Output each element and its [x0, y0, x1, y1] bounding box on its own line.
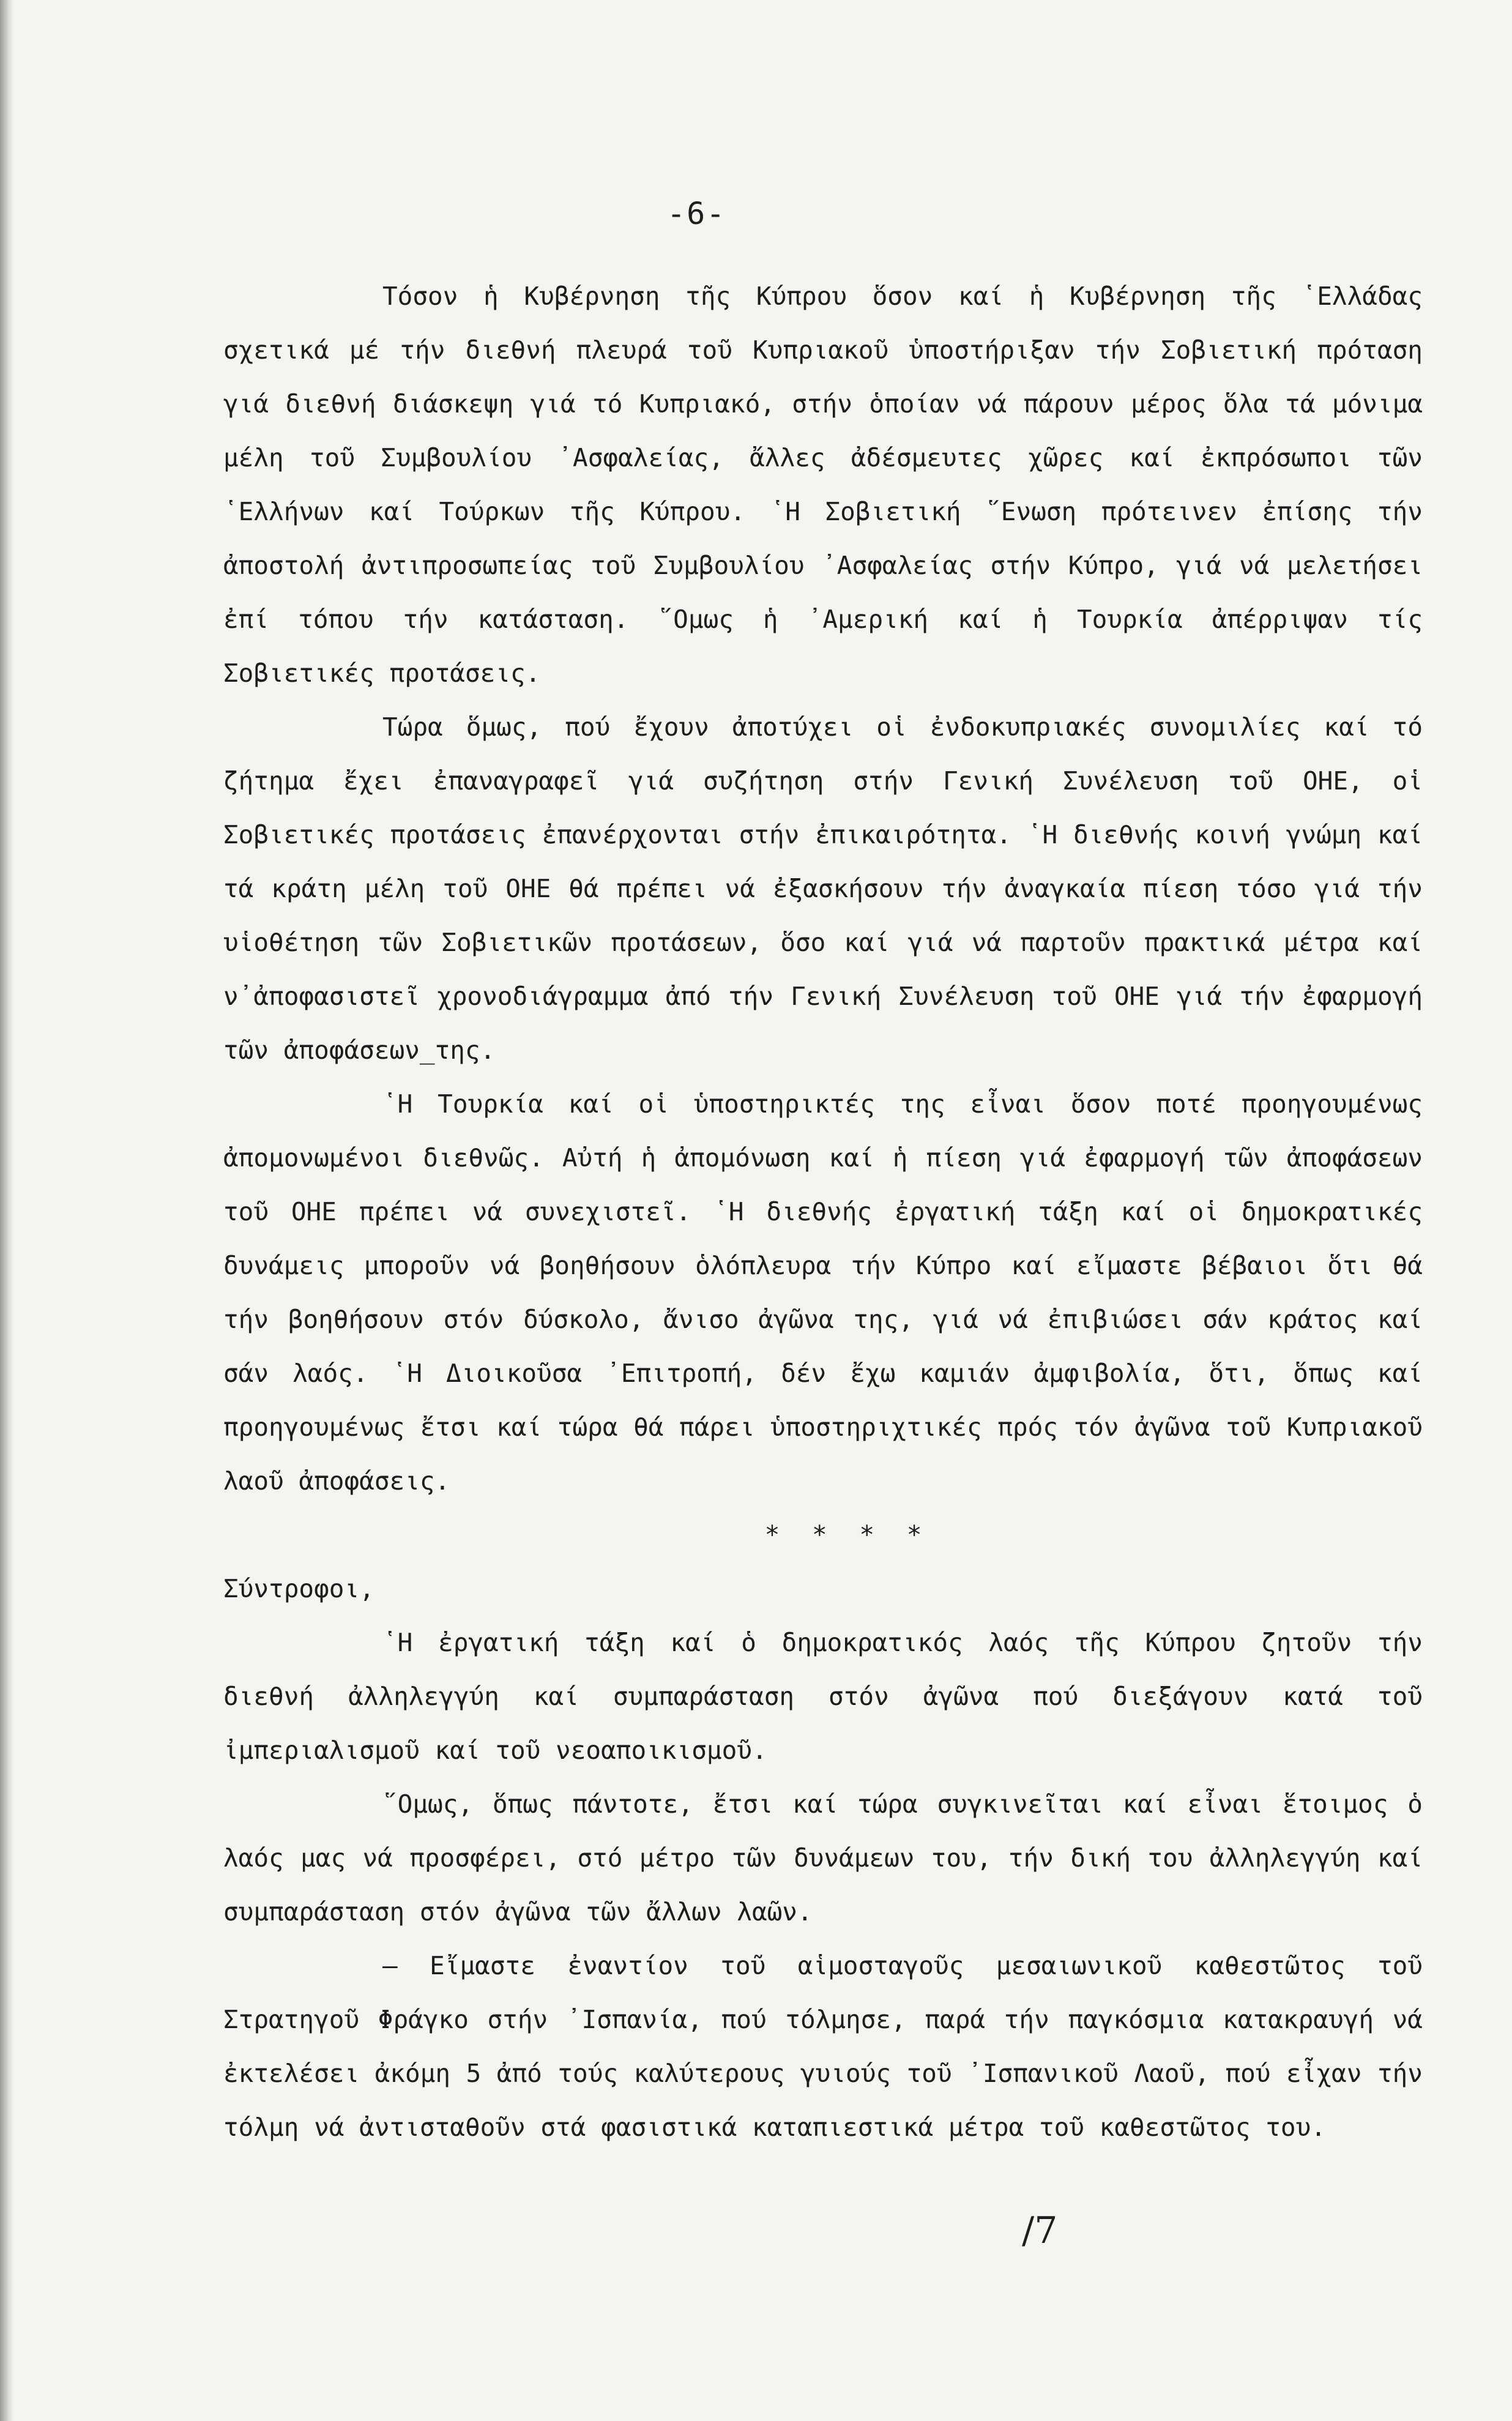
paragraph: Τόσον ἡ Κυβέρνηση τῆς Κύπρου ὅσον καί ἡ Κυβέρνηση τῆς ῾Ελλάδας σχετικά μέ τήν διεθνή πλευρά τοῦ Κυπριακοῦ ὑποστήριξαν τήν Σοβιετική πρόταση γιά διεθνή διάσκεψη γιά τό Κυπριακό, στήν ὁποίαν νά πάρουν μέρος ὅλα τά μόνιμα μέλη τοῦ Συμβουλίου ᾽Ασφαλείας, ἄλλες ἀδέσμευτες χῶρες καί ἐκπρόσωποι τῶν ῾Ελλήνων καί Τούρκων τῆς Κύπρου. ῾Η Σοβιετική ῞Ενωση πρότεινεν ἐπίσης τήν ἀποστολή ἀντιπροσωπείας τοῦ Συμβουλίου ᾽Ασφαλείας στήν Κύπρο, γιά νά μελετήσει ἐπί τόπου τήν κατάσταση. ῞Ομως ἡ ᾽Αμερική καί ἡ Τουρκία ἀπέρριψαν τίς Σοβιετικές προτάσεις.	[223, 282, 1423, 688]
paragraph: – Εἴμαστε ἐναντίον τοῦ αἱμοσταγοῦς μεσαιωνικοῦ καθεστῶτος τοῦ Στρατηγοῦ Φράγκο στήν ᾽Ισπανία, πού τόλμησε, παρά τήν παγκόσμια κατακραυγή νά ἐκτελέσει ἀκόμη 5 ἀπό τούς καλύτερους γυιούς τοῦ ᾽Ισπανικοῦ Λαοῦ, πού εἶχαν τήν τόλμη νά ἀντισταθοῦν στά φασιστικά καταπιεστικά μέτρα τοῦ καθεστῶτος του.	[223, 1951, 1423, 2142]
salutation: Σύντροφοι,	[223, 1574, 374, 1603]
paragraph: ῾Η ἐργατική τάξη καί ὁ δημοκρατικός λαός τῆς Κύπρου ζητοῦν τήν διεθνή ἀλληλεγγύη καί συμπαράσταση στόν ἀγῶνα πού διεξάγουν κατά τοῦ ἰμπεριαλισμοῦ καί τοῦ νεοαποικισμοῦ.	[223, 1628, 1423, 1765]
section-separator: * * * *	[764, 1520, 931, 1550]
paragraph: Τώρα ὅμως, πού ἔχουν ἀποτύχει οἱ ἐνδοκυπριακές συνομιλίες καί τό ζήτημα ἔχει ἐπαναγραφεῖ γιά συζήτηση στήν Γενική Συνέλευση τοῦ ΟΗΕ, οἱ Σοβιετικές προτάσεις ἐπανέρχονται στήν ἐπικαιρότητα. ῾Η διεθνής κοινή γνώμη καί τά κράτη μέλη τοῦ ΟΗΕ θά πρέπει νά ἐξασκήσουν τήν ἀναγκαία πίεση τόσο γιά τήν υἱοθέτηση τῶν Σοβιετικῶν προτάσεων, ὅσο καί γιά νά παρτοῦν πρακτικά μέτρα καί ν᾽ἀποφασιστεῖ χρονοδιάγραμμα ἀπό τήν Γενική Συνέλευση τοῦ ΟΗΕ γιά τήν ἐφαρμογή τῶν ἀποφάσεων_της.	[223, 712, 1423, 1065]
next-page-reference: /7	[1022, 2209, 1058, 2252]
paragraph: ῾Η Τουρκία καί οἱ ὑποστηρικτές της εἶναι ὅσον ποτέ προηγουμένως ἀπομονωμένοι διεθνῶς. Αὐτή ἡ ἀπομόνωση καί ἡ πίεση γιά ἐφαρμογή τῶν ἀποφάσεων τοῦ ΟΗΕ πρέπει νά συνεχιστεῖ. ῾Η διεθνής ἐργατική τάξη καί οἱ δημοκρατικές δυνάμεις μποροῦν νά βοηθήσουν ὁλόπλευρα τήν Κύπρο καί εἴμαστε βέβαιοι ὅτι θά τήν βοηθήσουν στόν δύσκολο, ἄνισο ἀγῶνα της, γιά νά ἐπιβιώσει σάν κράτος καί σάν λαός. ῾Η Διοικοῦσα ᾽Επιτροπή, δέν ἔχω καμιάν ἀμφιβολία, ὅτι, ὅπως καί προηγουμένως ἔτσι καί τώρα θά πάρει ὑποστηριχτικές πρός τόν ἀγῶνα τοῦ Κυπριακοῦ λαοῦ ἀποφάσεις.	[223, 1089, 1423, 1496]
paragraph: ῞Ομως, ὅπως πάντοτε, ἔτσι καί τώρα συγκινεῖται καί εἶναι ἕτοιμος ὁ λαός μας νά προσφέρει, στό μέτρο τῶν δυνάμεων του, τήν δική του ἀλληλεγγύη καί συμπαράσταση στόν ἀγῶνα τῶν ἄλλων λαῶν.	[223, 1789, 1423, 1927]
scan-edge-shadow	[0, 0, 13, 2421]
document-body	[223, 269, 1423, 2154]
page-number: -6-	[667, 196, 726, 231]
